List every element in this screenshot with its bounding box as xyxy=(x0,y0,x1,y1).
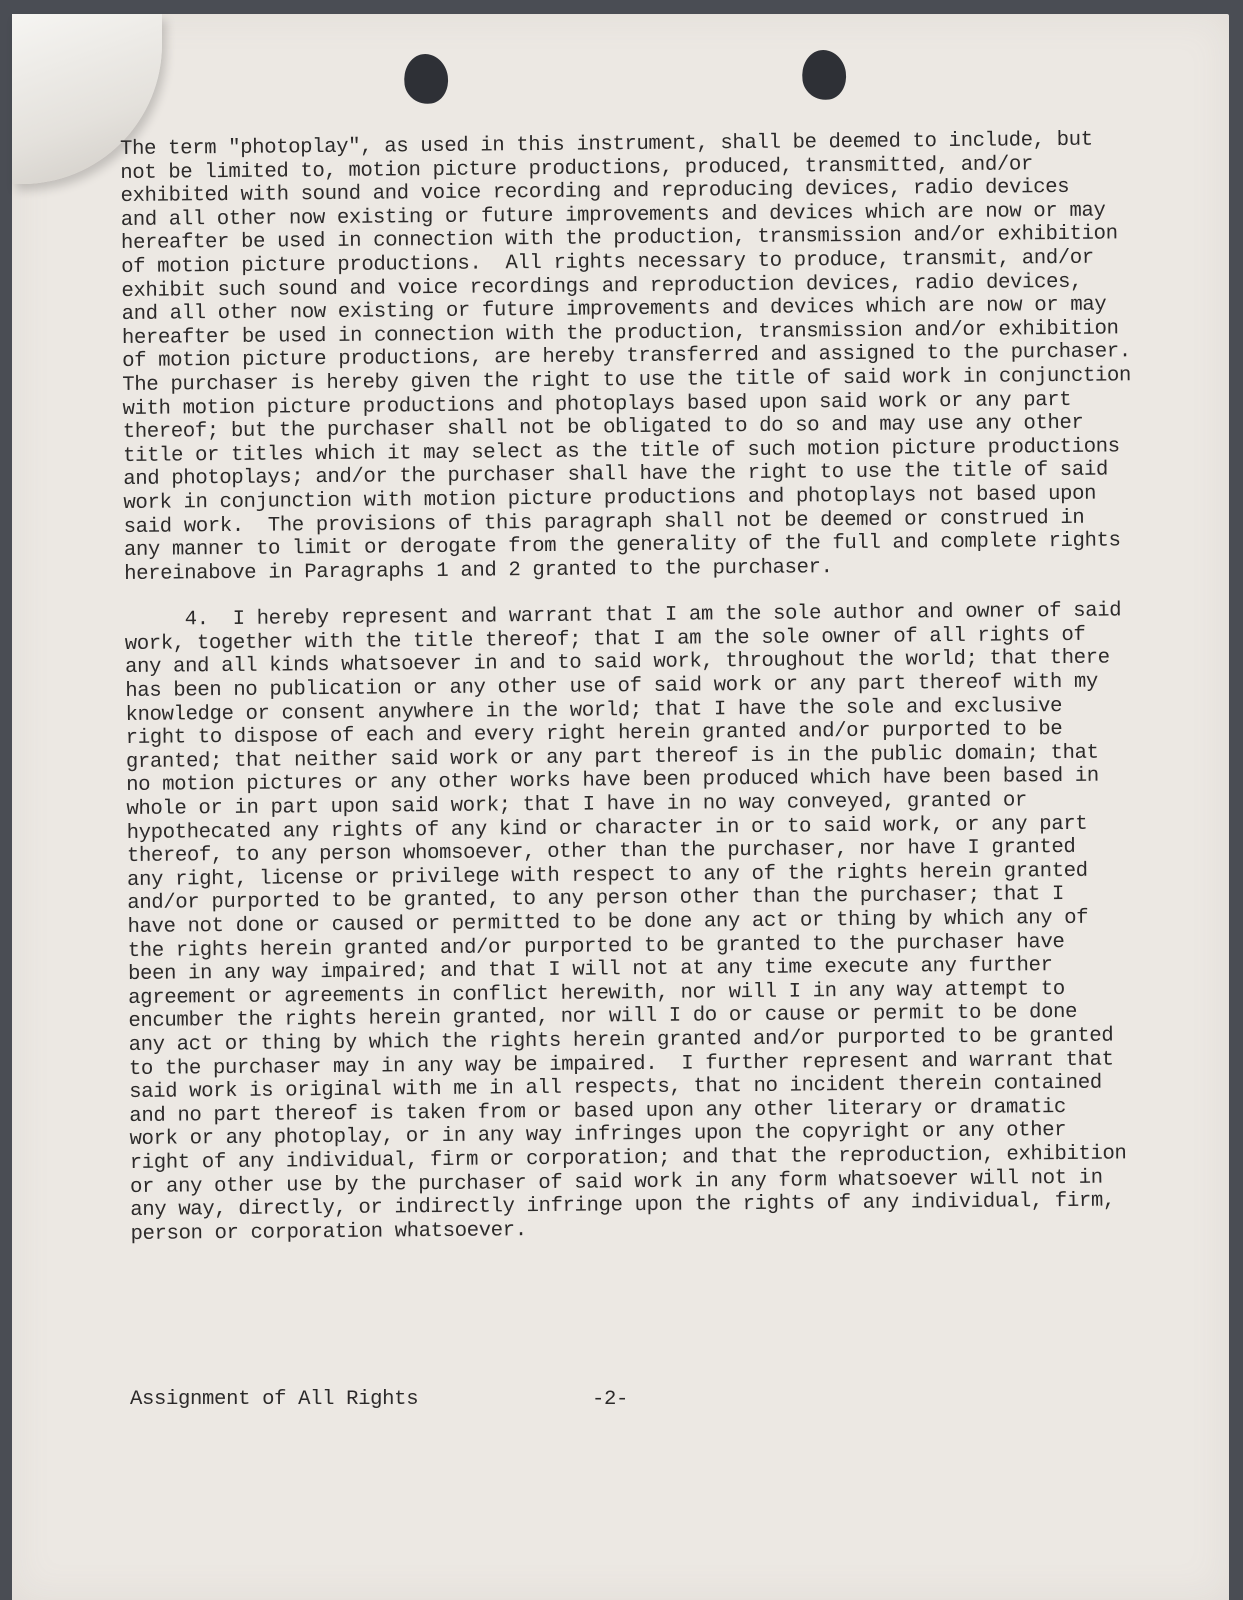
text-line: any way, directly, or indirectly infringe upon the rights of any individual, firm, xyxy=(130,1189,1116,1223)
text-line: said work is original with me in all respects, that no incident therein contained xyxy=(129,1071,1102,1105)
text-line: have not done or caused or permitted to be done any act or thing by which any of xyxy=(127,906,1089,939)
text-line: said work. The provisions of this paragraph shall not be deemed or construed in xyxy=(123,506,1085,539)
text-line: any right, license or privilege with respect to any of the rights herein granted xyxy=(127,859,1088,892)
text-line: to the purchaser may in any way be impaired. I further represent and warrant that xyxy=(128,1048,1114,1081)
text-line: hereinabove in Paragraphs 1 and 2 granted to the purchaser. xyxy=(124,555,833,586)
text-line: knowledge or consent anywhere in the world; that I have the sole and exclusive xyxy=(125,694,1063,727)
text-line: the rights herein granted and/or purported to be granted to the purchaser have xyxy=(127,930,1065,963)
text-line: any manner to limit or derogate from the generality of the full and complete rights xyxy=(123,529,1121,563)
text-line: person or corporation whatsoever. xyxy=(130,1218,527,1246)
text-line: work, together with the title thereof; that I am the sole owner of all rights of xyxy=(124,623,1086,656)
text-line: exhibited with sound and voice recording and reproducing devices, radio devices xyxy=(120,176,1070,209)
text-line: and all other now existing or future improvements and devices which are now or may xyxy=(120,199,1106,232)
text-line: agreement or agreements in conflict herewith, nor will I in any way attempt to xyxy=(128,977,1065,1010)
page-number: -2- xyxy=(592,1388,629,1411)
text-line: not be limited to, motion picture productions, produced, transmitted, and/or xyxy=(120,152,1034,185)
text-line: right of any individual, firm or corporation; and that the reproduction, exhibition xyxy=(129,1142,1127,1175)
text-line: no motion pictures or any other works have been produced which have been based in xyxy=(126,765,1099,798)
text-line: exhibit such sound and voice recordings and reproduction devices, radio devices, xyxy=(121,270,1083,303)
text-line: been in any way impaired; and that I will not at any time execute any further xyxy=(127,954,1053,987)
text-line: 4. I hereby represent and warrant that I am the sole author and owner of said xyxy=(124,599,1122,633)
text-line: with motion picture productions and photoplays based upon said work or any part xyxy=(122,388,1072,421)
document-page xyxy=(12,14,1229,1600)
text-line: whole or in part upon said work; that I have in no way conveyed, granted or xyxy=(126,789,1028,821)
text-line: hereafter be used in connection with the production, transmission and/or exhibition xyxy=(121,317,1119,350)
text-line: The term "photoplay", as used in this instrument, shall be deemed to include, but xyxy=(120,128,1093,161)
paragraph-4-representations-warranties xyxy=(125,600,1131,1247)
footer-title: Assignment of All Rights xyxy=(130,1388,419,1411)
text-line: granted; that neither said work or any part thereof is in the public domain; that xyxy=(125,741,1099,774)
text-line: hypothecated any rights of any kind or character in or to said work, or any part xyxy=(126,812,1088,845)
document-body xyxy=(120,128,1131,1246)
page-footer xyxy=(130,1388,730,1414)
text-line: has been no publication or any other use of said work or any part thereof with my xyxy=(125,670,1099,704)
text-line: of motion picture productions. All rights necessary to produce, transmit, and/or xyxy=(121,246,1094,279)
punch-hole-right xyxy=(799,47,850,103)
text-line: encumber the rights herein granted, nor will I do or cause or permit to be done xyxy=(128,1001,1078,1034)
text-line: thereof, to any person whomsoever, other than the purchaser, nor have I granted xyxy=(126,836,1076,869)
text-line: title or titles which it may select as the title of such motion picture productions xyxy=(122,435,1120,468)
text-line: or any other use by the purchaser of said work in any form whatsoever will not in xyxy=(129,1166,1103,1199)
text-line: work or any photoplay, or in any way infringes upon the copyright or any other xyxy=(129,1119,1067,1152)
text-line: work in conjunction with motion picture productions and photoplays not based upon xyxy=(123,482,1097,515)
text-line: hereafter be used in connection with the production, transmission and/or exhibition xyxy=(120,222,1118,256)
text-line: and all other now existing or future improvements and devices which are now or may xyxy=(121,293,1107,327)
text-line: right to dispose of each and every right herein granted and/or purported to be xyxy=(125,718,1063,751)
text-line: and/or purported to be granted, to any person other than the purchaser; that I xyxy=(127,883,1065,916)
text-line: and photoplays; and/or the purchaser shall have the right to use the title of said xyxy=(123,458,1109,492)
text-line: of motion picture productions, are hereby transferred and assigned to the purchaser. xyxy=(122,340,1131,374)
text-line: and no part thereof is taken from or based upon any other literary or dramatic xyxy=(129,1095,1067,1128)
paragraph-photoplay-definition xyxy=(120,128,1132,586)
text-line: any act or thing by which the rights herein granted and/or purported to be granted xyxy=(128,1024,1114,1057)
punch-hole-left xyxy=(401,51,452,107)
text-line: thereof; but the purchaser shall not be obligated to do so and may use any other xyxy=(122,411,1084,445)
text-line: The purchaser is hereby given the right to use the title of said work in conjunction xyxy=(122,364,1132,397)
text-line: any and all kinds whatsoever in and to said work, throughout the world; that there xyxy=(124,646,1110,680)
